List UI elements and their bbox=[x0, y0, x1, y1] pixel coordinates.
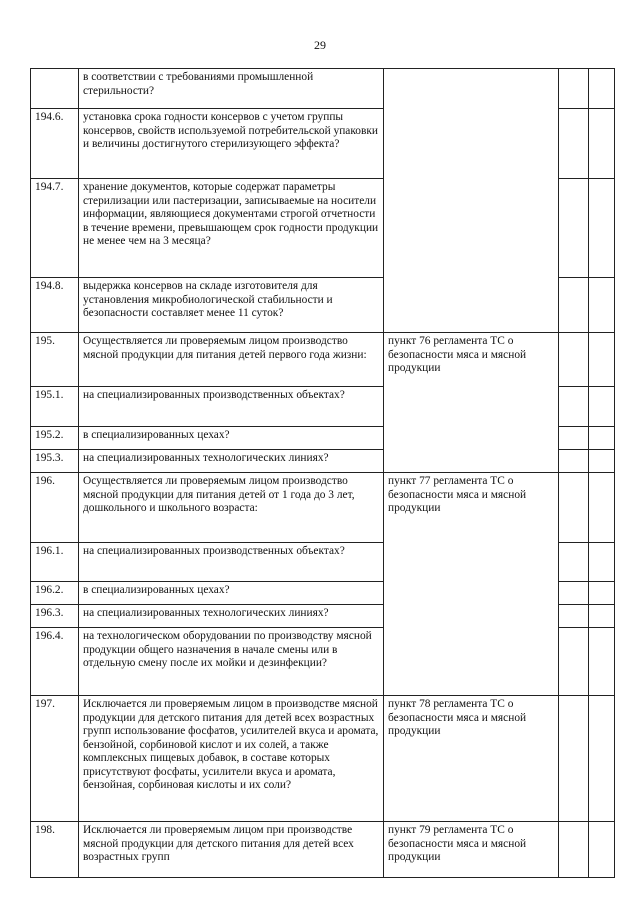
row-number: 195.1. bbox=[31, 387, 79, 427]
empty-cell bbox=[589, 543, 615, 582]
empty-cell bbox=[589, 822, 615, 878]
empty-cell bbox=[589, 628, 615, 696]
empty-cell bbox=[589, 473, 615, 543]
empty-cell bbox=[589, 179, 615, 278]
empty-cell bbox=[589, 387, 615, 427]
row-reference: пункт 79 регламента ТС о безопасности мяса и мясной продукции bbox=[384, 822, 559, 878]
table-row bbox=[31, 822, 615, 878]
row-number: 197. bbox=[31, 696, 79, 822]
row-text: Осуществляется ли проверяемым лицом производство мясной продукции для питания детей от 1 года до 3 лет, дошкольного и школьного возраста: bbox=[79, 473, 384, 543]
empty-cell bbox=[589, 450, 615, 473]
empty-cell bbox=[559, 543, 589, 582]
empty-cell bbox=[559, 582, 589, 605]
row-reference: пункт 78 регламента ТС о безопасности мяса и мясной продукции bbox=[384, 696, 559, 822]
row-text: в специализированных цехах? bbox=[79, 427, 384, 450]
row-text: установка срока годности консервов с учетом группы консервов, свойств используемой потребительской упаковки и величины достигнутого стерилизующего эффекта? bbox=[79, 109, 384, 179]
row-number: 196. bbox=[31, 473, 79, 543]
empty-cell bbox=[559, 696, 589, 822]
row-text: Исключается ли проверяемым лицом при производстве мясной продукции для детского питания для детей всех возрастных групп bbox=[79, 822, 384, 878]
row-number: 196.4. bbox=[31, 628, 79, 696]
requirements-table bbox=[30, 68, 615, 878]
empty-cell bbox=[559, 333, 589, 387]
empty-cell bbox=[589, 605, 615, 628]
row-text: на специализированных технологических линиях? bbox=[79, 450, 384, 473]
empty-cell bbox=[589, 333, 615, 387]
empty-cell bbox=[589, 109, 615, 179]
row-number: 196.1. bbox=[31, 543, 79, 582]
empty-cell bbox=[589, 582, 615, 605]
table-row bbox=[31, 473, 615, 543]
row-number: 195.3. bbox=[31, 450, 79, 473]
empty-cell bbox=[589, 427, 615, 450]
row-text: в специализированных цехах? bbox=[79, 582, 384, 605]
table-row bbox=[31, 69, 615, 109]
empty-cell bbox=[559, 109, 589, 179]
row-number bbox=[31, 69, 79, 109]
empty-cell bbox=[589, 696, 615, 822]
row-number: 195. bbox=[31, 333, 79, 387]
row-reference: пункт 77 регламента ТС о безопасности мяса и мясной продукции bbox=[384, 473, 559, 696]
row-number: 194.8. bbox=[31, 278, 79, 333]
row-text: хранение документов, которые содержат параметры стерилизации или пастеризации, записываемые на носители информации, являющиеся документами строгой отчетности в течение времени, превышающем срок годности продукции не менее чем на 3 месяца? bbox=[79, 179, 384, 278]
row-number: 196.3. bbox=[31, 605, 79, 628]
row-reference: пункт 76 регламента ТС о безопасности мяса и мясной продукции bbox=[384, 333, 559, 473]
row-reference bbox=[384, 69, 559, 333]
row-number: 194.6. bbox=[31, 109, 79, 179]
empty-cell bbox=[559, 278, 589, 333]
row-text: на технологическом оборудовании по производству мясной продукции общего назначения в начале смены или в отдельную смену после их мойки и дезинфекции? bbox=[79, 628, 384, 696]
empty-cell bbox=[559, 179, 589, 278]
table-row bbox=[31, 333, 615, 387]
empty-cell bbox=[559, 605, 589, 628]
row-number: 194.7. bbox=[31, 179, 79, 278]
page-number: 29 bbox=[314, 38, 326, 52]
row-text: Исключается ли проверяемым лицом в производстве мясной продукции для детского питания для детей всех возрастных групп использование фосфатов, усилителей вкуса и аромата, бензойной, сорбиновой кислот и их солей, а также комплексных пищевых добавок, в составе которых присутствуют фосфаты, усилители вкуса и аромата, бензойная, сорбиновая кислоты и их соли? bbox=[79, 696, 384, 822]
empty-cell bbox=[589, 278, 615, 333]
row-number: 198. bbox=[31, 822, 79, 878]
row-text: на специализированных производственных объектах? bbox=[79, 543, 384, 582]
empty-cell bbox=[559, 450, 589, 473]
empty-cell bbox=[559, 628, 589, 696]
row-text: на специализированных технологических линиях? bbox=[79, 605, 384, 628]
row-number: 196.2. bbox=[31, 582, 79, 605]
row-number: 195.2. bbox=[31, 427, 79, 450]
row-text: Осуществляется ли проверяемым лицом производство мясной продукции для питания детей первого года жизни: bbox=[79, 333, 384, 387]
row-text: в соответствии с требованиями промышленной стерильности? bbox=[79, 69, 384, 109]
empty-cell bbox=[559, 473, 589, 543]
empty-cell bbox=[559, 822, 589, 878]
row-text: выдержка консервов на складе изготовителя для установления микробиологической стабильности и безопасности составляет менее 11 суток? bbox=[79, 278, 384, 333]
empty-cell bbox=[559, 427, 589, 450]
row-text: на специализированных производственных объектах? bbox=[79, 387, 384, 427]
empty-cell bbox=[559, 387, 589, 427]
empty-cell bbox=[559, 69, 589, 109]
empty-cell bbox=[589, 69, 615, 109]
table-row bbox=[31, 696, 615, 822]
